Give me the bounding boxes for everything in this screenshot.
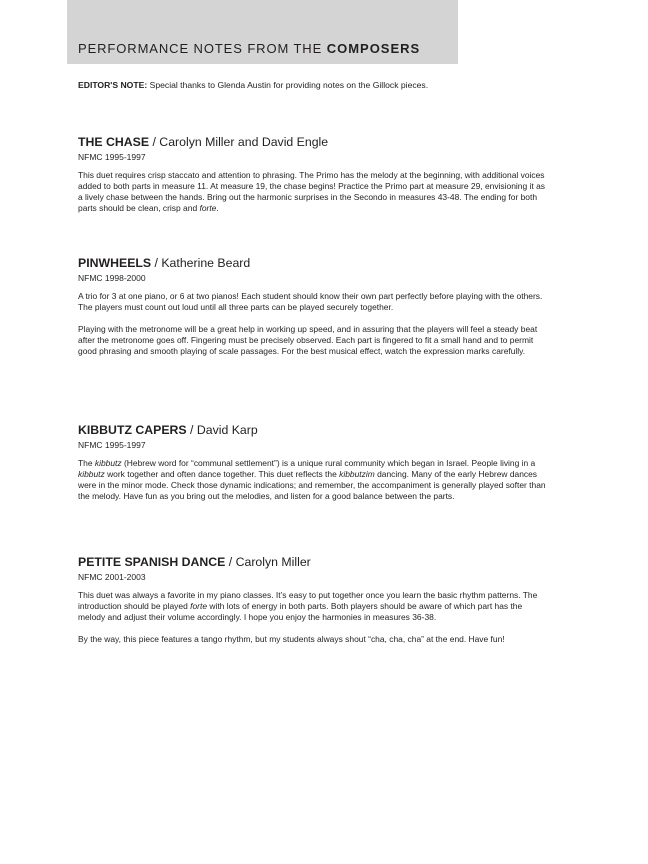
piece-title: KIBBUTZ CAPERS [78, 423, 187, 437]
piece-authors: / David Karp [186, 423, 258, 437]
piece-authors: / Carolyn Miller and David Engle [149, 135, 329, 149]
paragraph [78, 324, 550, 357]
section-title [78, 423, 550, 438]
editor-note [78, 80, 578, 90]
paragraph [78, 634, 550, 645]
text-run: work together and often dance together. This duet reflects the [104, 469, 340, 480]
nfmc-years: NFMC 2001-2003 [78, 572, 146, 582]
italic-term: forte [199, 203, 217, 214]
text-run: Playing with the metronome will be a great help in working up speed, and in assuring that the players will feel a steady beat after the metronome goes off. Fingering must be precisely observed. Each part is fingered to fit a small hand and to permit good phrasing and smooth playing of scale passages. For the best musical effect, watch the expression marks carefully. [78, 324, 538, 357]
piece-title: THE CHASE [78, 135, 150, 149]
piece-title: PINWHEELS [78, 256, 152, 270]
section-title [78, 555, 550, 570]
paragraph [78, 291, 550, 313]
editor-note-label: EDITOR'S NOTE: [78, 80, 148, 90]
text-run: The [78, 458, 95, 468]
section-kibbutz-capers [78, 423, 550, 502]
nfmc-years: NFMC 1995-1997 [78, 440, 146, 450]
text-run: dancing. Many of the early Hebrew dances were in the minor mode. Check those dynamic indications; and remember, the accompaniment is generally played softer than the melody. Have fun as you bring out the melodies, and listen for a good balance between the parts. [78, 469, 546, 502]
paragraph [78, 458, 550, 502]
page-title-regular: PERFORMANCE NOTES FROM THE [78, 41, 327, 56]
page-title-bold: COMPOSERS [326, 41, 421, 56]
section-petite-spanish-dance [78, 555, 550, 645]
nfmc-years: NFMC 1998-2000 [78, 273, 146, 283]
text-run: A trio for 3 at one piano, or 6 at two pianos! Each student should know their own part perfectly before playing with the others. The players must count out loud until all three parts can be played securely together. [78, 291, 543, 313]
italic-term: kibbutz [78, 469, 105, 480]
italic-term: kibbutz [94, 458, 122, 468]
editor-note-text: Special thanks to Glenda Austin for providing notes on the Gillock pieces. [147, 80, 429, 90]
page-title [78, 41, 420, 56]
paragraph [78, 590, 550, 623]
piece-authors: / Katherine Beard [151, 256, 251, 270]
italic-term: kibbutzim [339, 469, 375, 480]
section-the-chase [78, 135, 550, 214]
section-title [78, 256, 550, 271]
nfmc-years: NFMC 1995-1997 [78, 152, 146, 162]
paragraph [78, 170, 550, 214]
piece-authors: / Carolyn Miller [225, 555, 311, 569]
section-title [78, 135, 550, 150]
piece-title: PETITE SPANISH DANCE [78, 555, 226, 569]
text-run: By the way, this piece features a tango rhythm, but my students always shout “cha, cha, cha” at the end. Have fun! [78, 634, 505, 645]
section-pinwheels [78, 256, 550, 357]
text-run: . [216, 203, 219, 214]
text-run: (Hebrew word for “communal settlement”) is a unique rural community which began in Israel. People living in a [121, 458, 536, 468]
text-run: This duet requires crisp staccato and attention to phrasing. The Primo has the melody at the beginning, with additional voices added to both parts in measure 11. At measure 19, the chase begins! Practice the Primo part at measure 29, envisioning it as a lively chase between the hands. Bring out the harmonic surprises in the Secondo in measures 43-48. The ending for both parts should be clean, crisp and [78, 170, 545, 214]
text-run: with lots of energy in both parts. Both players should be aware of which part has the melody and adjust their volume accordingly. I hope you enjoy the harmonies in measures 36-38. [78, 601, 523, 623]
text-run: This duet was always a favorite in my piano classes. It’s easy to put together once you learn the basic rhythm patterns. The introduction should be played [78, 590, 538, 612]
italic-term: forte [190, 601, 208, 612]
